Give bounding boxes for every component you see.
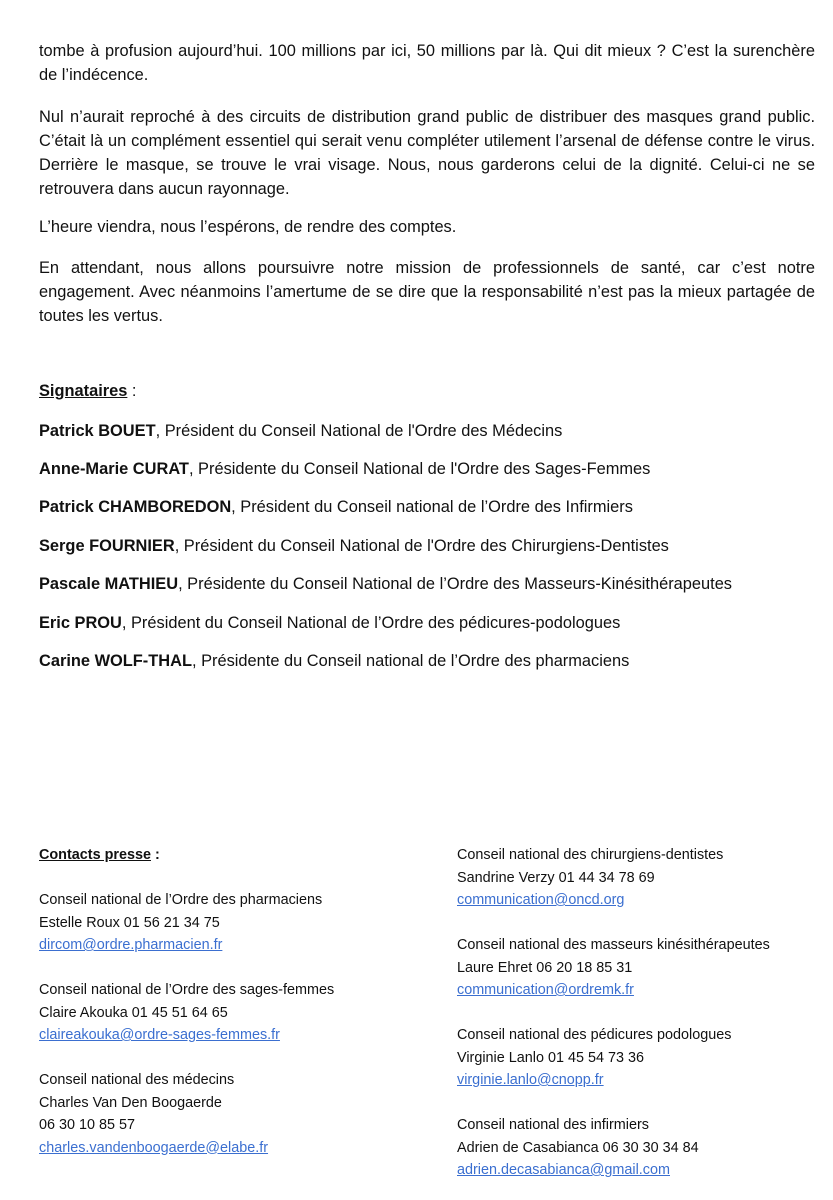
contact-block	[39, 979, 429, 1047]
signatory-name: Anne-Marie CURAT	[39, 460, 189, 478]
signatory-line	[39, 649, 819, 673]
signatory-name: Eric PROU	[39, 614, 122, 632]
signatory-line	[39, 457, 819, 481]
body-paragraph: tombe à profusion aujourd’hui. 100 millions par ici, 50 millions par là. Qui dit mieux ? C’est la surenchère de l’indécence.	[39, 42, 815, 84]
contact-block	[457, 934, 827, 1002]
press-contacts-left	[39, 844, 429, 1159]
signatory-title: , Président du Conseil National de l'Ordre des Médecins	[155, 422, 563, 440]
contact-block	[457, 844, 827, 912]
contact-org: Conseil national de l’Ordre des sages-femmes	[39, 982, 335, 998]
contact-person: Estelle Roux 01 56 21 34 75	[39, 914, 220, 931]
signatory-name: Patrick BOUET	[39, 422, 156, 440]
signatory-line	[39, 572, 819, 596]
signatory-line	[39, 534, 819, 558]
contact-email-link[interactable]: virginie.lanlo@cnopp.fr	[457, 1072, 604, 1088]
contact-org: Conseil national des masseurs kinésithérapeutes	[457, 937, 770, 953]
body-paragraph: L’heure viendra, nous l’espérons, de rendre des comptes.	[39, 218, 457, 236]
contact-email-link[interactable]: communication@oncd.org	[457, 892, 625, 908]
body-paragraph: En attendant, nous allons poursuivre notre mission de professionnels de santé, car c’est notre engagement. Avec néanmoins l’amertume de se dire que la responsabilité n’est pas la mieux partagée de toutes les vertus.	[39, 259, 815, 325]
contact-email-link[interactable]: adrien.decasabianca@gmail.com	[457, 1162, 670, 1178]
contact-phone: 06 30 10 85 57	[39, 1117, 136, 1133]
contact-block	[457, 1114, 827, 1182]
signatory-title: , Présidente du Conseil National de l'Ordre des Sages-Femmes	[188, 460, 651, 478]
contact-org: Conseil national des infirmiers	[457, 1117, 649, 1133]
signatory-name: Carine WOLF-THAL	[39, 652, 192, 670]
signatory-line	[39, 419, 819, 443]
contact-org: Conseil national des chirurgiens-dentistes	[457, 847, 724, 863]
contact-person: Sandrine Verzy 01 44 34 78 69	[457, 869, 655, 886]
signatory-line	[39, 611, 819, 635]
signatory-name: Serge FOURNIER	[39, 537, 175, 555]
signatory-line	[39, 495, 819, 519]
contact-person: Claire Akouka 01 45 51 64 65	[39, 1004, 228, 1021]
contact-email-link[interactable]: charles.vandenboogaerde@elabe.fr	[39, 1139, 269, 1156]
signatories-heading-suffix: :	[127, 382, 137, 400]
contact-org: Conseil national des pédicures podologues	[457, 1027, 732, 1043]
signatory-name: Patrick CHAMBOREDON	[39, 498, 232, 516]
signatory-name: Pascale MATHIEU	[39, 575, 179, 593]
contact-email-link[interactable]: claireakouka@ordre-sages-femmes.fr	[39, 1027, 280, 1043]
contact-person: Adrien de Casabianca 06 30 30 34 84	[457, 1139, 699, 1156]
signatories-heading-label: Signataires	[39, 382, 128, 400]
contact-org: Conseil national de l’Ordre des pharmaciens	[39, 892, 323, 908]
contact-person: Charles Van Den Boogaerde	[39, 1094, 222, 1111]
press-contacts-heading	[39, 844, 429, 867]
contact-person: Laure Ehret 06 20 18 85 31	[457, 959, 633, 976]
contact-email-link[interactable]: communication@ordremk.fr	[457, 982, 634, 998]
contact-email-link[interactable]: dircom@ordre.pharmacien.fr	[39, 937, 223, 953]
signatory-title: , Présidente du Conseil national de l’Ordre des pharmaciens	[191, 652, 630, 670]
signatory-title: , Président du Conseil national de l’Ordre des Infirmiers	[231, 498, 633, 516]
contact-block	[39, 889, 429, 957]
contact-block	[39, 1069, 429, 1159]
contact-person: Virginie Lanlo 01 45 54 73 36	[457, 1049, 644, 1066]
signatory-title: , Présidente du Conseil National de l’Ordre des Masseurs-Kinésithérapeutes	[178, 575, 733, 593]
press-contacts-heading-suffix: :	[150, 847, 160, 863]
signatory-title: , Président du Conseil National de l'Ordre des Chirurgiens-Dentistes	[174, 537, 669, 555]
contact-org: Conseil national des médecins	[39, 1072, 235, 1088]
press-contacts-heading-label: Contacts presse	[39, 847, 151, 863]
signatory-title: , Président du Conseil National de l’Ordre des pédicures-podologues	[121, 614, 621, 632]
contact-block	[457, 1024, 827, 1092]
body-paragraph: Nul n’aurait reproché à des circuits de distribution grand public de distribuer des masques grand public. C’était là un complément essentiel qui serait venu compléter utilement l’arsenal de défense contre le virus. Derrière le masque, se trouve le vrai visage. Nous, nous garderons celui de la dignité. Celui-ci ne se retrouvera dans aucun rayonnage.	[39, 108, 815, 198]
press-contacts-right	[457, 844, 827, 1182]
signatories-heading	[39, 379, 136, 403]
